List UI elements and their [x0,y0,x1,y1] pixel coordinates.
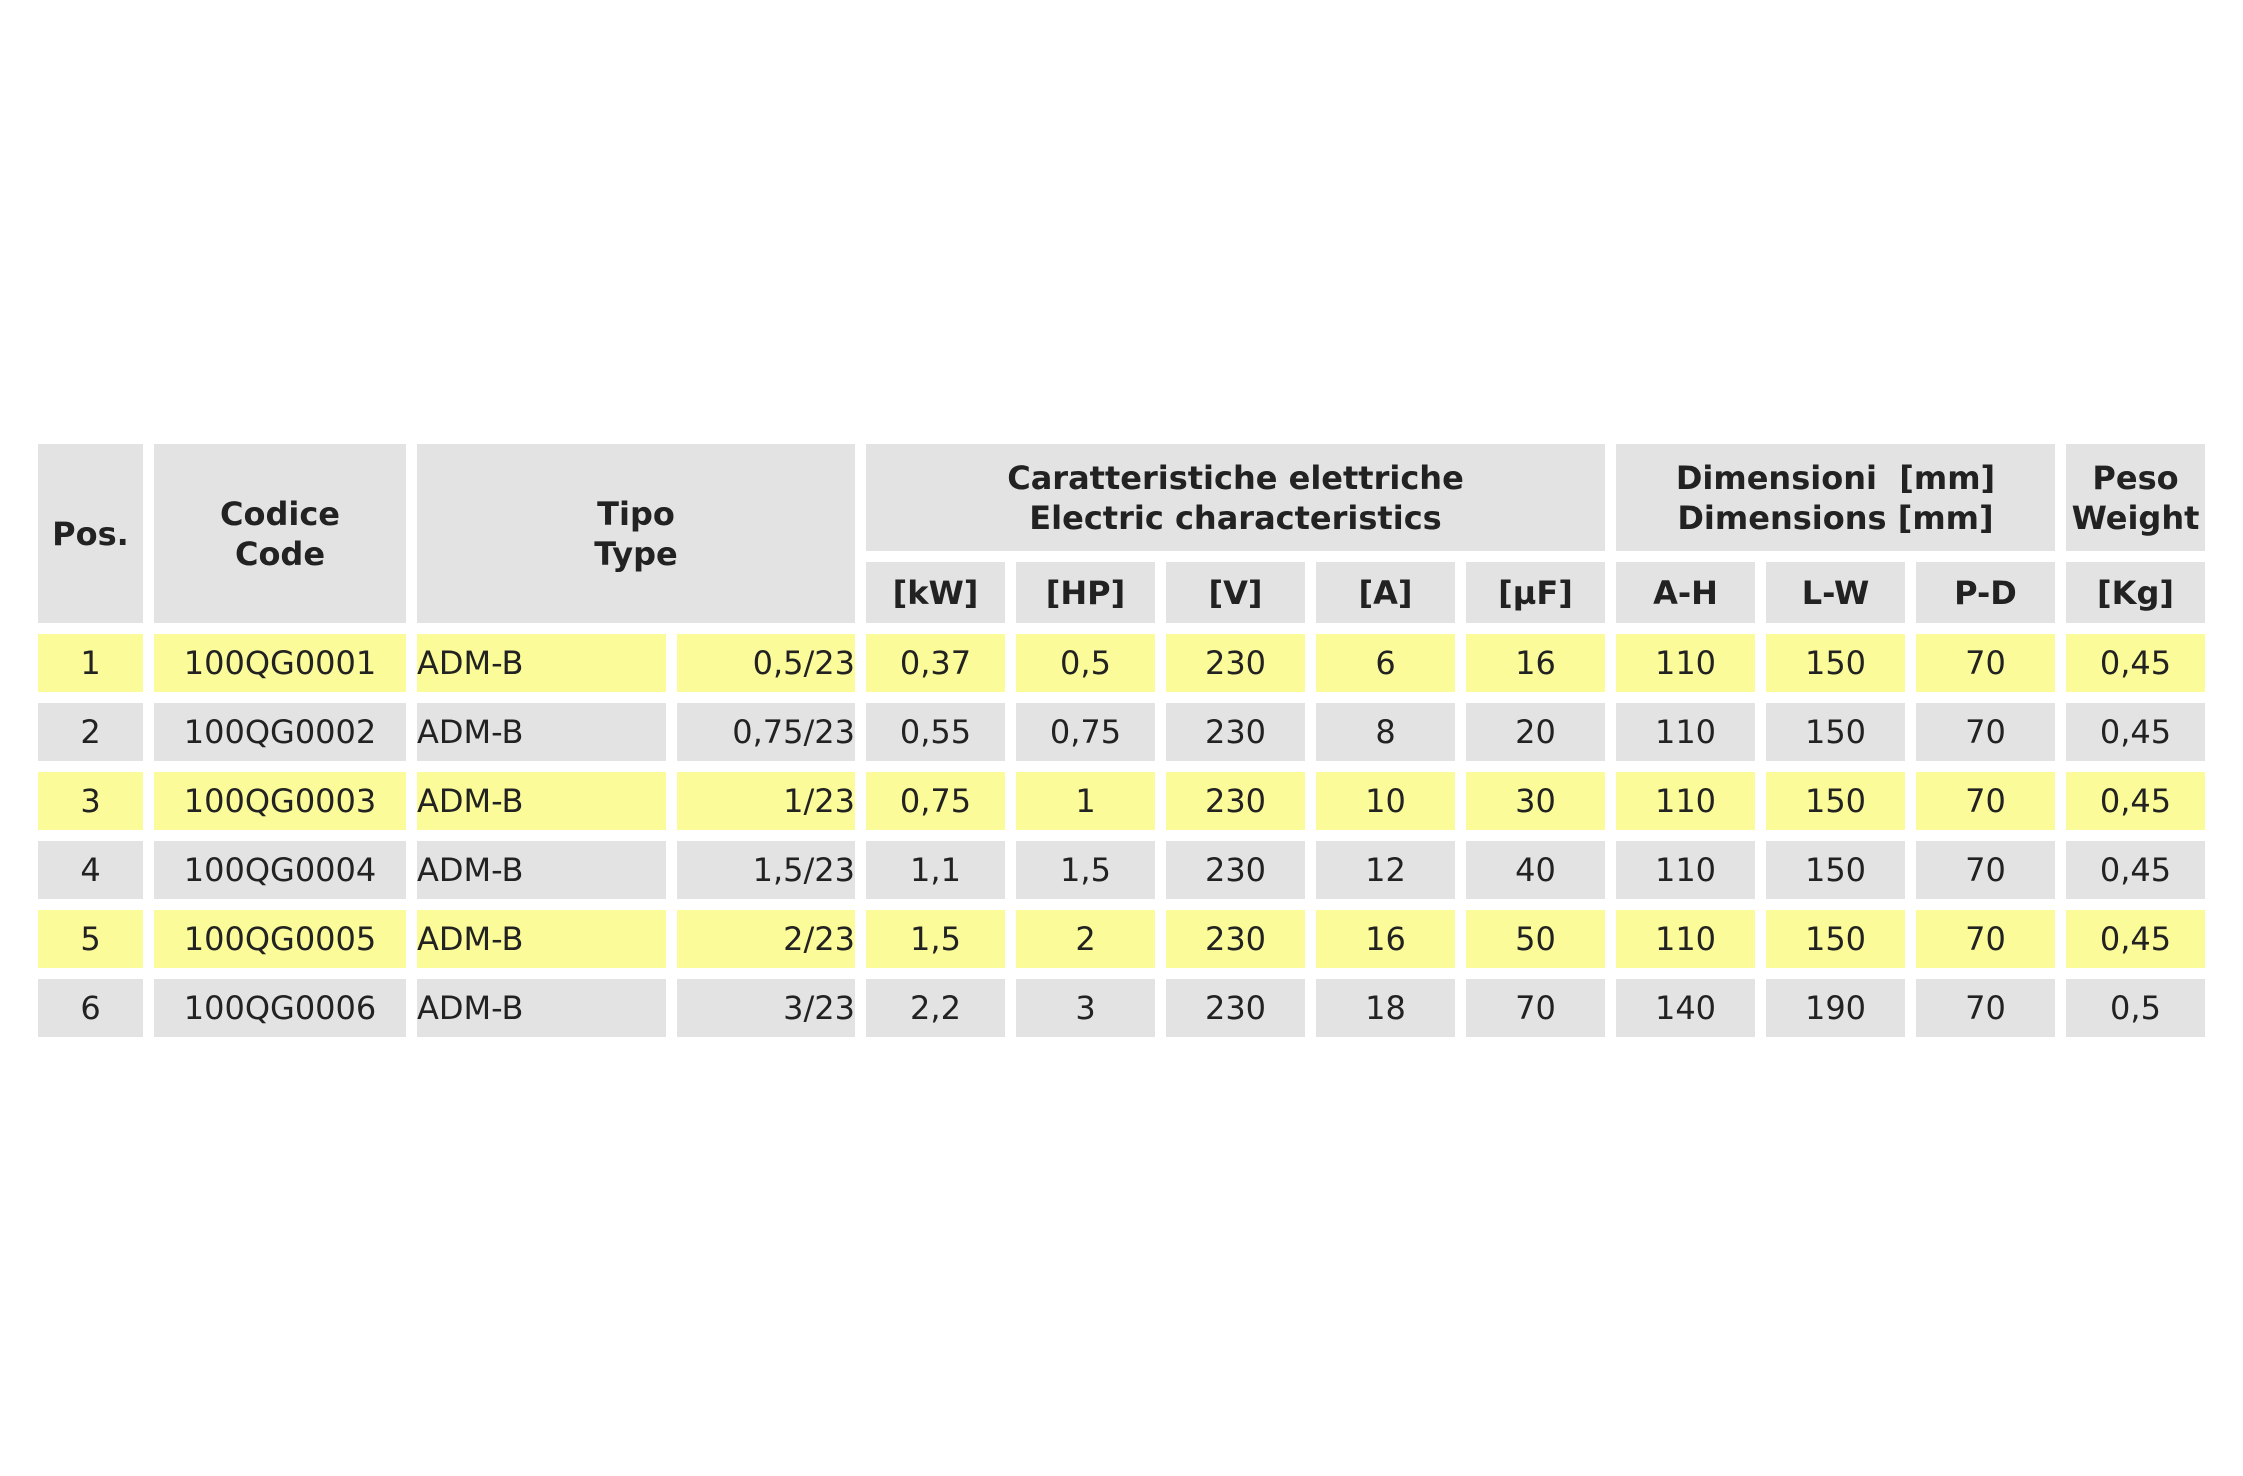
header-dimensions [1616,444,2055,551]
header-electric [866,444,1605,551]
cell-ah: 110 [1616,703,1755,761]
cell-a: 6 [1316,634,1455,692]
cell-code: 100QG0004 [154,841,406,899]
header-dimensions-it: Dimensioni [mm] [1675,458,1996,497]
cell-uf: 70 [1466,979,1605,1037]
cell-pos: 1 [38,634,143,692]
header-weight [2066,444,2205,551]
cell-pd: 70 [1916,772,2055,830]
cell-size: 1,5/23 [677,841,855,899]
unit-pd: P-D [1916,562,2055,623]
cell-model: ADM-B [417,979,666,1037]
cell-model: ADM-B [417,634,666,692]
header-electric-it: Caratteristiche elettriche [1007,458,1464,497]
cell-lw: 150 [1766,703,1905,761]
cell-ah: 110 [1616,772,1755,830]
unit-kg: [Kg] [2066,562,2205,623]
cell-pd: 70 [1916,703,2055,761]
cell-size: 0,5/23 [677,634,855,692]
table-row [38,634,2205,692]
unit-a: [A] [1316,562,1455,623]
motor-spec-table [27,433,2216,1048]
cell-hp: 0,5 [1016,634,1155,692]
cell-a: 10 [1316,772,1455,830]
unit-uf: [µF] [1466,562,1605,623]
cell-kg: 0,5 [2066,979,2205,1037]
cell-size: 2/23 [677,910,855,968]
cell-hp: 0,75 [1016,703,1155,761]
cell-kw: 0,55 [866,703,1005,761]
cell-hp: 2 [1016,910,1155,968]
unit-ah: A-H [1616,562,1755,623]
cell-ah: 140 [1616,979,1755,1037]
cell-model: ADM-B [417,772,666,830]
cell-a: 18 [1316,979,1455,1037]
cell-code: 100QG0006 [154,979,406,1037]
header-row-top [38,444,2205,551]
header-pos [38,444,143,623]
header-type-en: Type [594,534,678,573]
unit-lw: L-W [1766,562,1905,623]
cell-size: 3/23 [677,979,855,1037]
cell-lw: 150 [1766,841,1905,899]
cell-uf: 30 [1466,772,1605,830]
cell-code: 100QG0002 [154,703,406,761]
header-code-it: Codice [219,494,340,533]
cell-v: 230 [1166,841,1305,899]
cell-v: 230 [1166,910,1305,968]
cell-uf: 20 [1466,703,1605,761]
header-type [417,444,855,623]
cell-v: 230 [1166,772,1305,830]
cell-hp: 1,5 [1016,841,1155,899]
cell-kg: 0,45 [2066,703,2205,761]
cell-pos: 3 [38,772,143,830]
cell-a: 16 [1316,910,1455,968]
table-row [38,703,2205,761]
cell-lw: 150 [1766,634,1905,692]
header-code [154,444,406,623]
unit-v: [V] [1166,562,1305,623]
cell-model: ADM-B [417,841,666,899]
cell-uf: 40 [1466,841,1605,899]
cell-size: 1/23 [677,772,855,830]
cell-kg: 0,45 [2066,634,2205,692]
cell-kw: 2,2 [866,979,1005,1037]
cell-v: 230 [1166,703,1305,761]
cell-lw: 150 [1766,910,1905,968]
cell-ah: 110 [1616,841,1755,899]
cell-uf: 50 [1466,910,1605,968]
header-type-it: Tipo [597,494,675,533]
cell-hp: 3 [1016,979,1155,1037]
cell-pd: 70 [1916,979,2055,1037]
cell-kg: 0,45 [2066,841,2205,899]
table-row [38,772,2205,830]
cell-lw: 190 [1766,979,1905,1037]
cell-lw: 150 [1766,772,1905,830]
cell-kg: 0,45 [2066,910,2205,968]
header-pos-label: Pos. [52,514,129,553]
cell-model: ADM-B [417,703,666,761]
cell-kw: 1,5 [866,910,1005,968]
cell-pos: 6 [38,979,143,1037]
cell-pd: 70 [1916,634,2055,692]
cell-hp: 1 [1016,772,1155,830]
cell-a: 12 [1316,841,1455,899]
cell-pd: 70 [1916,910,2055,968]
cell-kw: 0,37 [866,634,1005,692]
cell-ah: 110 [1616,634,1755,692]
header-dimensions-en: Dimensions [mm] [1677,498,1994,537]
cell-v: 230 [1166,634,1305,692]
header-weight-it: Peso [2092,458,2179,497]
cell-code: 100QG0003 [154,772,406,830]
cell-model: ADM-B [417,910,666,968]
unit-hp: [HP] [1016,562,1155,623]
unit-kw: [kW] [866,562,1005,623]
cell-code: 100QG0001 [154,634,406,692]
header-code-en: Code [234,534,326,573]
cell-uf: 16 [1466,634,1605,692]
cell-kw: 0,75 [866,772,1005,830]
cell-ah: 110 [1616,910,1755,968]
header-weight-en: Weight [2071,498,2200,537]
cell-a: 8 [1316,703,1455,761]
cell-pos: 5 [38,910,143,968]
cell-code: 100QG0005 [154,910,406,968]
cell-pos: 2 [38,703,143,761]
cell-v: 230 [1166,979,1305,1037]
table-row [38,910,2205,968]
cell-pd: 70 [1916,841,2055,899]
table-row [38,979,2205,1037]
cell-kw: 1,1 [866,841,1005,899]
cell-kg: 0,45 [2066,772,2205,830]
cell-size: 0,75/23 [677,703,855,761]
header-electric-en: Electric characteristics [1029,498,1442,537]
cell-pos: 4 [38,841,143,899]
table-row [38,841,2205,899]
